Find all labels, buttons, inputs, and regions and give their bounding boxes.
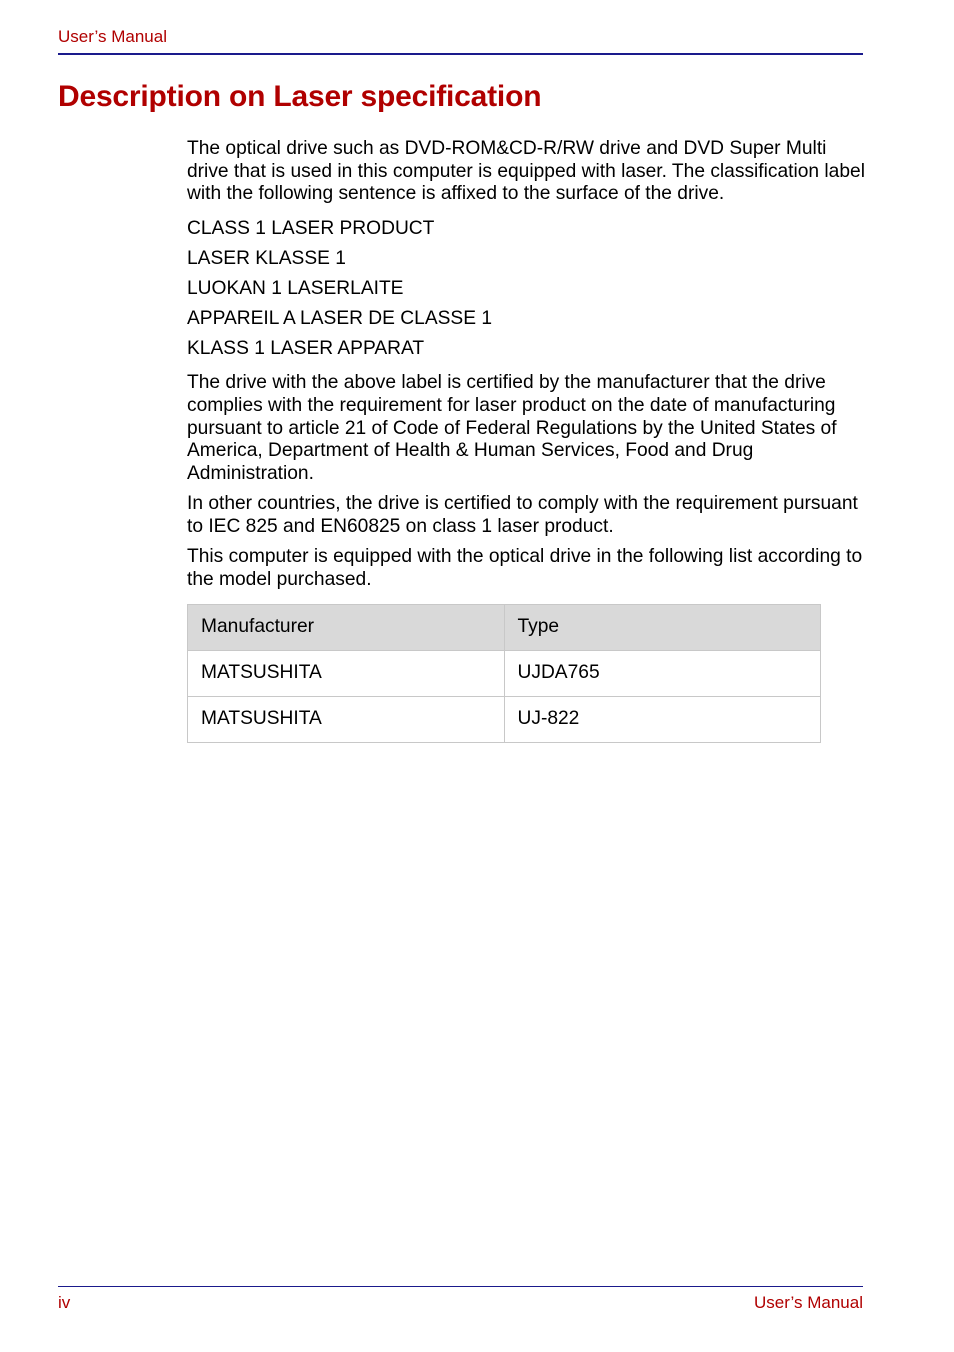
label-line: KLASS 1 LASER APPARAT — [187, 337, 425, 359]
footer-page-number: iv — [58, 1293, 71, 1312]
main-content — [187, 138, 867, 743]
list-intro-paragraph: This computer is equipped with the optical drive in the following list according to the model purchased. — [187, 546, 863, 591]
label-line: LUOKAN 1 LASERLAITE — [187, 277, 404, 299]
drive-table — [187, 604, 821, 743]
table-row — [188, 696, 821, 742]
header-running-title: User’s Manual — [58, 27, 167, 46]
table-header-row — [188, 604, 821, 650]
page-title: Description on Laser specification — [58, 80, 542, 113]
table-header-cell: Manufacturer — [188, 604, 505, 650]
certification-paragraph: The drive with the above label is certified by the manufacturer that the drive complies with the requirement for laser product on the date of manufacturing pursuant to article 21 of Code of Federal Regulations by the United States of America, Department of Health & Human Services, Food and Drug Administration. — [187, 372, 837, 484]
table-cell: UJ-822 — [504, 696, 821, 742]
intro-paragraph: The optical drive such as DVD-ROM&CD-R/RW drive and DVD Super Multi drive that is used in this computer is equipped with laser. The classification label with the following sentence is affixed to the surface of the drive. — [187, 138, 865, 205]
header-divider — [58, 53, 863, 55]
footer-divider — [58, 1286, 863, 1287]
label-line: LASER KLASSE 1 — [187, 247, 346, 269]
footer-running-title: User’s Manual — [754, 1293, 863, 1312]
table-row — [188, 650, 821, 696]
table-header-cell: Type — [504, 604, 821, 650]
table-cell: MATSUSHITA — [188, 650, 505, 696]
table-cell: UJDA765 — [504, 650, 821, 696]
other-countries-paragraph: In other countries, the drive is certified to comply with the requirement pursuant to IEC 825 and EN60825 on class 1 laser product. — [187, 493, 858, 537]
table-cell: MATSUSHITA — [188, 696, 505, 742]
label-line: CLASS 1 LASER PRODUCT — [187, 217, 435, 239]
label-line: APPAREIL A LASER DE CLASSE 1 — [187, 307, 493, 329]
